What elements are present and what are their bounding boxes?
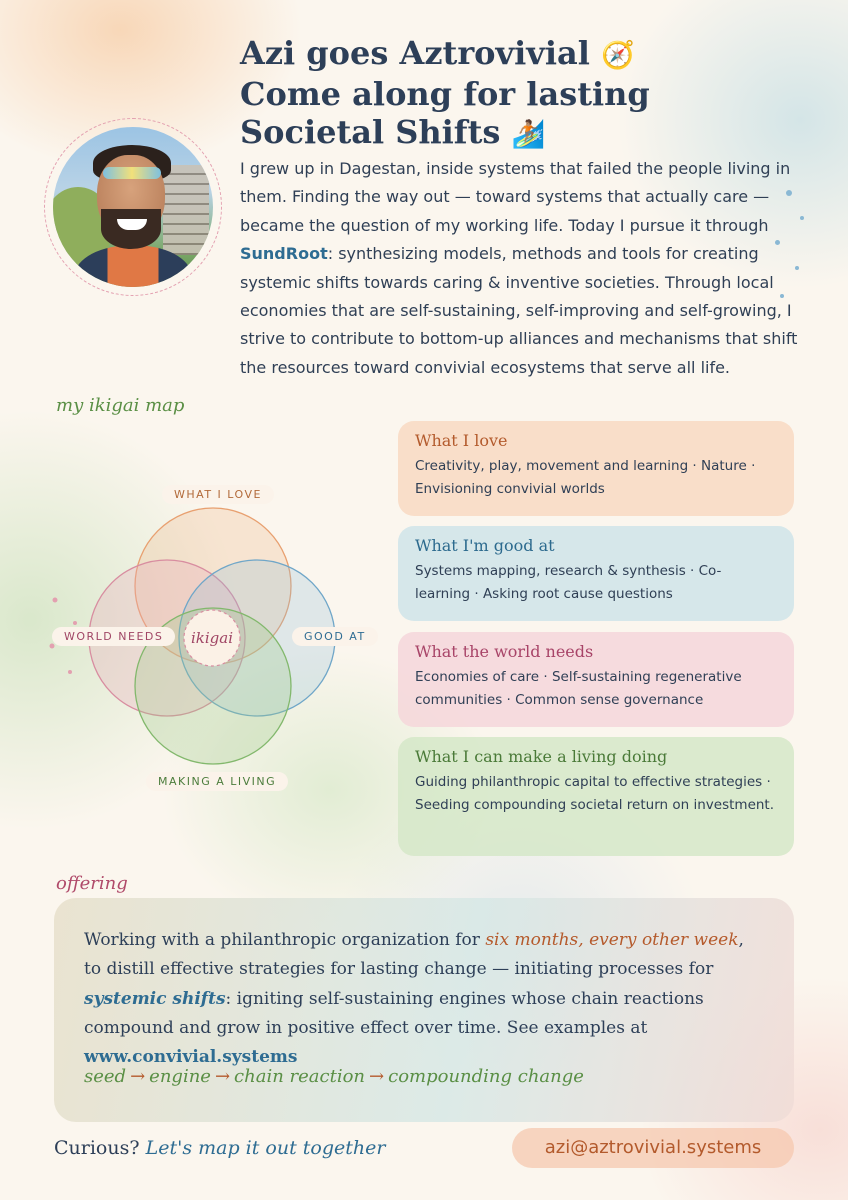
- arrow-right-icon: →: [369, 1066, 385, 1087]
- decor-dot: [780, 294, 784, 298]
- decor-dot: [795, 266, 799, 270]
- venn-label-making-living: MAKING A LIVING: [146, 772, 288, 791]
- chain-step: chain reaction: [234, 1066, 366, 1087]
- card-text: Creativity, play, movement and learning · Nature · Envisioning convivial worlds: [415, 458, 756, 497]
- compass-icon: 🧭: [601, 40, 635, 71]
- offering-section-label: offering: [56, 873, 128, 894]
- page-title: Azi goes Aztrovivial 🧭 Come along for lasting Societal Shifts 🏄🏽: [240, 34, 650, 151]
- chain-step: engine: [149, 1066, 211, 1087]
- intro-paragraph: I grew up in Dagestan, inside systems that failed the people living in them. Finding the way out — toward systems that actually care — became the question of my working life. Today I pursue it through SundRoot: synthesizing models, methods and tools for creating systemic shifts towards caring & inventive societies. Through local economies that are self-sustaining, self-improving and self-growing, I strive to contribute to bottom-up alliances and mechanisms that shift the resources toward convivial ecosystems that serve all life.: [240, 159, 798, 377]
- decor-dot: [68, 670, 72, 674]
- card-title: What I can make a living doing: [415, 747, 668, 766]
- card-text: Economies of care · Self-sustaining regenerative communities · Common sense governance: [415, 669, 742, 708]
- venn-label-love: WHAT I LOVE: [162, 485, 274, 504]
- card-title: What I'm good at: [415, 536, 555, 555]
- decor-dot: [73, 621, 77, 625]
- ikigai-section-label: my ikigai map: [56, 395, 185, 416]
- arrow-right-icon: →: [130, 1066, 146, 1087]
- card-title: What I love: [415, 431, 508, 450]
- convivial-systems-link[interactable]: www.convivial.systems: [84, 1047, 298, 1068]
- arrow-right-icon: →: [214, 1066, 231, 1087]
- decor-dot: [786, 190, 792, 196]
- footer-cta: [54, 1137, 385, 1159]
- card-make-a-living: [398, 737, 794, 856]
- avatar: [53, 127, 213, 287]
- venn-label-good-at: GOOD AT: [292, 627, 378, 646]
- cta-text: Let's map it out together: [145, 1137, 386, 1159]
- change-chain: [84, 1066, 584, 1087]
- card-what-im-good-at: [398, 526, 794, 621]
- decor-dot: [50, 644, 55, 649]
- chain-step: compounding change: [388, 1066, 584, 1087]
- decor-dot: [53, 598, 58, 603]
- card-text: Systems mapping, research & synthesis · Co-learning · Asking root cause questions: [415, 563, 722, 602]
- ikigai-center-label: ikigai: [190, 629, 234, 647]
- offering-paragraph: Working with a philanthropic organization for six months, every other week, to distill effective strategies for lasting change — initiating processes for systemic shifts: igniting self-sustaining engines whose chain reactions compound and grow in positive effect over time. See examples at www.convivial.systems: [84, 930, 744, 1068]
- card-text: Guiding philanthropic capital to effective strategies · Seeding compounding societal return on investment.: [415, 774, 775, 813]
- decor-dot: [775, 240, 780, 245]
- surfer-icon: 🏄🏽: [511, 119, 546, 150]
- offering-panel: [54, 898, 794, 1122]
- decor-dot: [800, 216, 804, 220]
- chain-step: seed: [84, 1066, 127, 1087]
- card-world-needs: [398, 632, 794, 727]
- email-button[interactable]: azi@aztrovivial.systems: [512, 1128, 794, 1168]
- sundroot-link[interactable]: SundRoot: [240, 244, 328, 264]
- card-title: What the world needs: [415, 642, 594, 661]
- card-what-i-love: [398, 421, 794, 516]
- curious-label: Curious?: [54, 1137, 140, 1159]
- venn-label-world-needs: WORLD NEEDS: [52, 627, 175, 646]
